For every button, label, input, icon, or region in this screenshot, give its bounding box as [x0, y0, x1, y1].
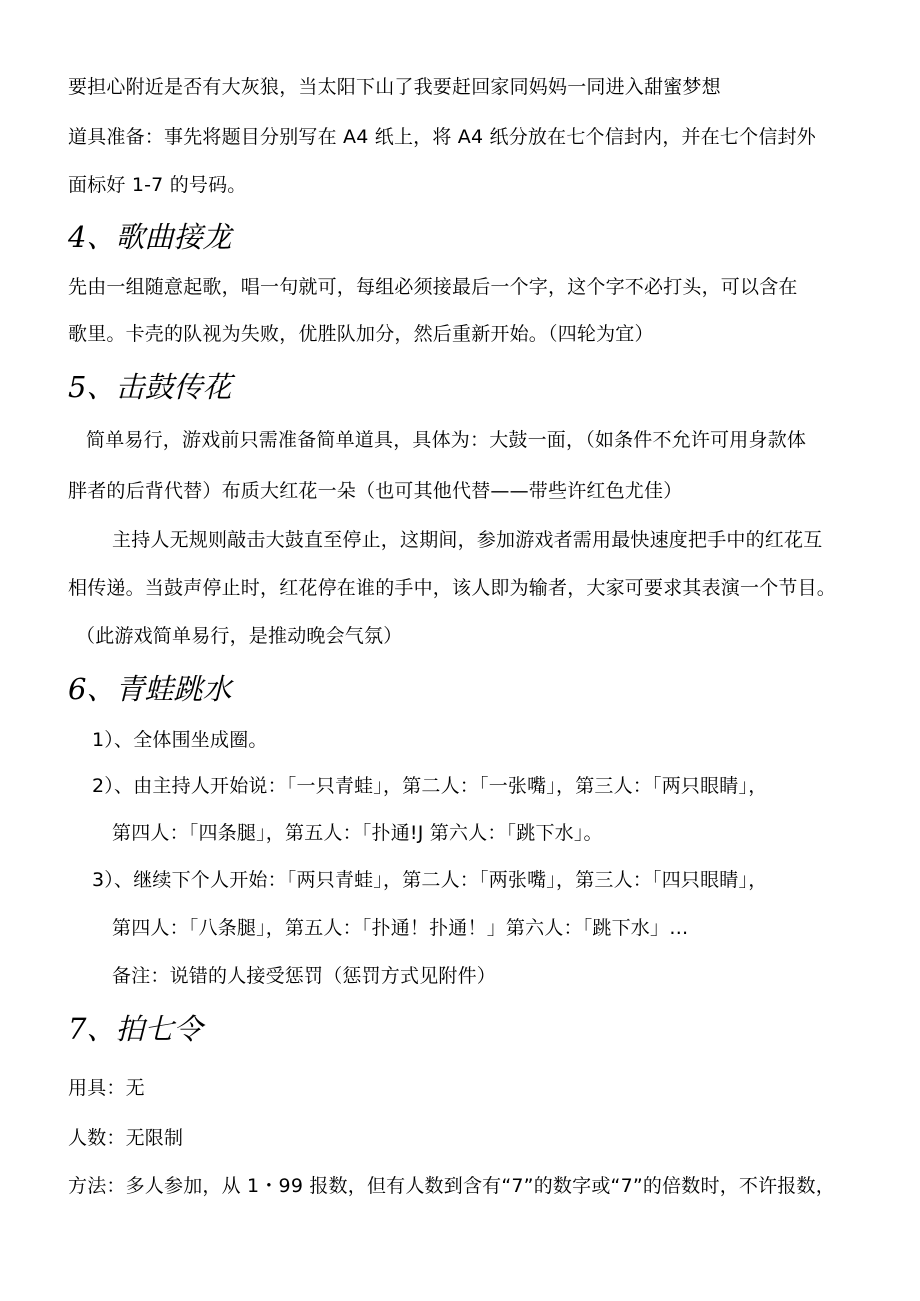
list-item: 3）、继续下个人开始：「两只青蛙」，第二人：「两张嘴」，第三人：「四只眼睛」， — [92, 869, 768, 891]
note-text: 备注：说错的人接受惩罚（惩罚方式见附件） — [112, 965, 497, 987]
section-heading-5: 5、击鼓传花 — [68, 370, 232, 404]
body-text: 简单易行，游戏前只需准备简单道具，具体为：大鼓一面，（如条件不允许可用身款体 — [86, 429, 807, 451]
section-heading-4: 4、歌曲接龙 — [68, 220, 232, 254]
section-heading-6: 6、青蛙跳水 — [68, 672, 232, 706]
body-text: （此游戏简单易行，是推动晚会气氛） — [76, 625, 403, 647]
body-text: 人数：无限制 — [68, 1127, 184, 1149]
body-text: 面标好 1-7 的号码。 — [68, 174, 247, 196]
body-text: 要担心附近是否有大灰狼，当太阳下山了我要赶回家同妈妈一同进入甜蜜梦想 — [68, 76, 721, 98]
body-text: 主持人无规则敲击大鼓直至停止，这期间，参加游戏者需用最快速度把手中的红花互 — [112, 529, 823, 551]
list-item: 第四人：「四条腿」，第五人：「扑通!J 第六人：「跳下水」。 — [112, 822, 603, 844]
list-item: 1）、全体围坐成圈。 — [92, 729, 268, 751]
body-text: 歌里。卡壳的队视为失败，优胜队加分，然后重新开始。（四轮为宜） — [68, 323, 654, 345]
list-item: 第四人：「八条腿」，第五人：「扑通！扑通！」第六人：「跳下水」… — [112, 917, 689, 939]
body-text: 方法：多人参加，从 1・99 报数，但有人数到含有“7”的数字或“7”的倍数时，不许报数， — [68, 1175, 835, 1197]
section-heading-7: 7、拍七令 — [68, 1012, 203, 1046]
body-text: 用具：无 — [68, 1077, 145, 1099]
body-text: 先由一组随意起歌，唱一句就可，每组必须接最后一个字，这个字不必打头，可以含在 — [68, 276, 798, 298]
body-text: 相传递。当鼓声停止时，红花停在谁的手中，该人即为输者，大家可要求其表演一个节目。 — [68, 577, 837, 599]
body-text: 道具准备：事先将题目分别写在 A4 纸上，将 A4 纸分放在七个信封内，并在七个信封外 — [68, 126, 816, 148]
body-text: 胖者的后背代替）布质大红花一朵（也可其他代替——带些许红色尤佳） — [68, 480, 683, 502]
list-item: 2）、由主持人开始说：「一只青蛙」，第二人：「一张嘴」，第三人：「两只眼睛」， — [92, 775, 768, 797]
